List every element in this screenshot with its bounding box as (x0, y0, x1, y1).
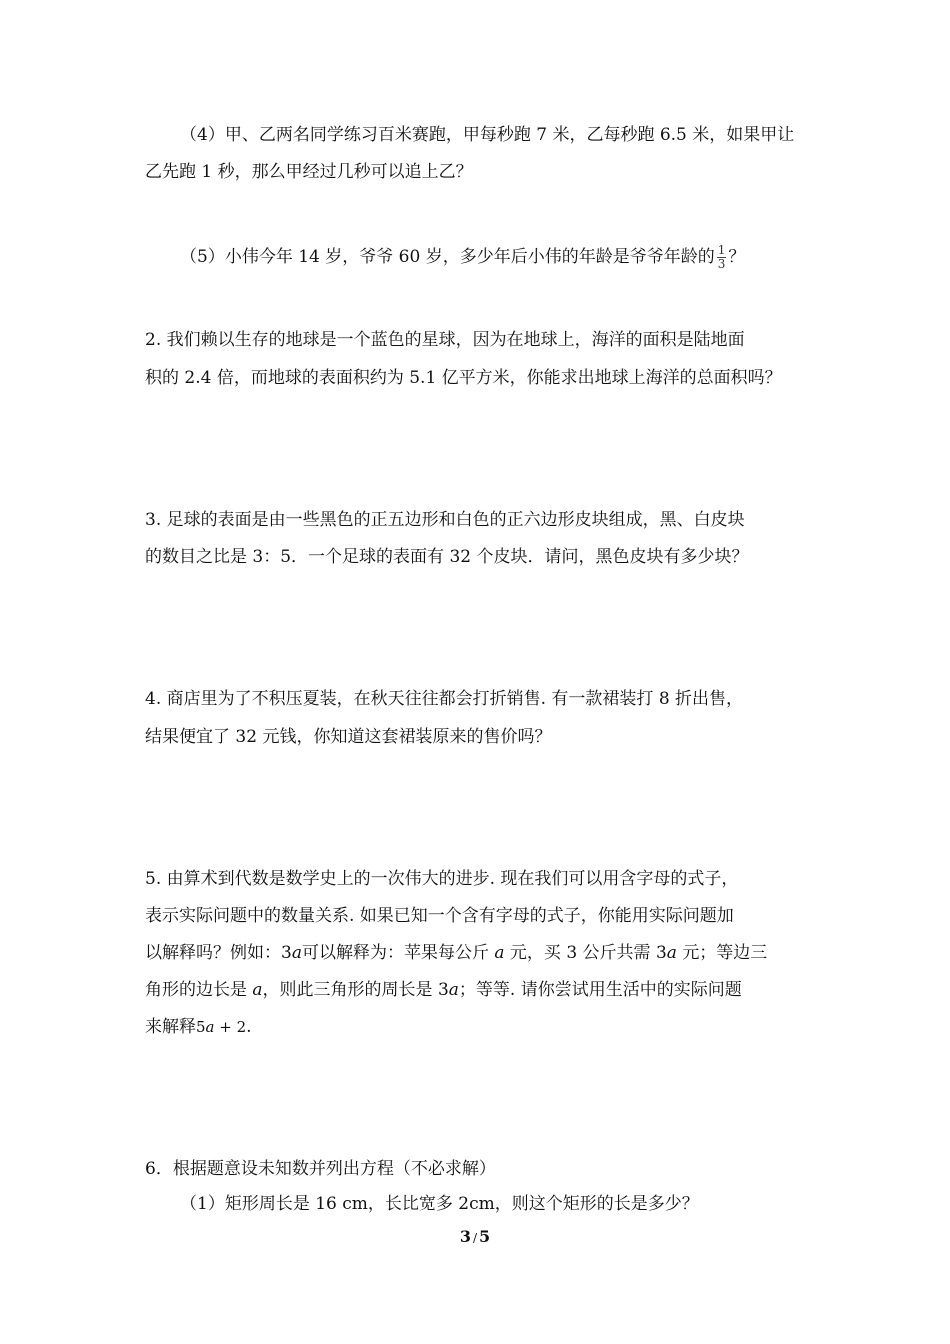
current-page: 3 (459, 1227, 471, 1246)
page-number (0, 1227, 950, 1246)
problem-5-line-5 (145, 1015, 252, 1039)
variable-a: a (252, 980, 263, 1000)
expr-coefficient: 5 (196, 1018, 206, 1036)
problem-5-line-4 (145, 978, 742, 1002)
problem-5-line-2: 表示实际问题中的数量关系. 如果已知一个含有字母的式子，你能用实际问题加 (145, 906, 734, 926)
problem-5-line-3 (145, 941, 767, 965)
fraction-numerator: 1 (717, 243, 726, 257)
total-pages: 5 (479, 1227, 491, 1246)
text-segment: ，则此三角形的周长是 3 (262, 980, 449, 1000)
problem-4-line-2: 结果便宜了 32 元钱，你知道这套裙装原来的售价吗？ (145, 727, 552, 747)
problem-1-4-line-2: 乙先跑 1 秒，那么甲经过几秒可以追上乙？ (145, 162, 473, 182)
text-segment: 元，买 3 公斤共需 3 (509, 943, 667, 963)
variable-a: a (205, 1018, 215, 1036)
variable-a: a (291, 943, 302, 963)
problem-2-line-1: 2. 我们赖以生存的地球是一个蓝色的星球，因为在地球上，海洋的面积是陆地面 (145, 330, 745, 350)
problem-1-4-line-1: （4）甲、乙两名同学练习百米赛跑，甲每秒跑 7 米，乙每秒跑 6.5 米，如果甲让 (180, 125, 795, 145)
problem-5-line-1: 5. 由算术到代数是数学史上的一次伟大的进步. 现在我们可以用含字母的式子， (145, 869, 739, 889)
text-segment: ；等等. 请你尝试用生活中的实际问题 (458, 980, 742, 1000)
problem-1-5-text: （5）小伟今年 14 岁，爷爷 60 岁，多少年后小伟的年龄是爷爷年龄的 (180, 247, 715, 267)
variable-a: a (494, 943, 505, 963)
problem-4-line-1: 4. 商店里为了不积压夏装，在秋天往往都会打折销售. 有一款裙装打 8 折出售， (145, 689, 744, 709)
problem-1-5 (180, 244, 745, 271)
problem-6-header: 6．根据题意设未知数并列出方程（不必求解） (145, 1159, 496, 1179)
problem-3-line-2: 的数目之比是 3：5．一个足球的表面有 32 个皮块．请问，黑色皮块有多少块？ (145, 547, 749, 567)
text-segment: 可以解释为：苹果每公斤 (301, 943, 489, 963)
text-segment: . (246, 1017, 252, 1037)
problem-6-sub-1: （1）矩形周长是 16 cm，长比宽多 2cm，则这个矩形的长是多少？ (180, 1194, 699, 1214)
expression-5a-plus-2 (196, 1018, 246, 1036)
text-segment: 元；等边三 (682, 943, 768, 963)
text-segment: 来解释 (145, 1017, 196, 1037)
fraction-one-third (717, 244, 727, 271)
text-segment: 以解释吗？例如：3 (145, 943, 292, 963)
problem-2-line-2: 积的 2.4 倍，而地球的表面积约为 5.1 亿平方米，你能求出地球上海洋的总面积吗？ (145, 368, 782, 388)
expr-rest: + 2 (214, 1018, 247, 1036)
page-separator: / (472, 1231, 478, 1245)
problem-3-line-1: 3. 足球的表面是由一些黑色的正五边形和白色的正六边形皮块组成，黑、白皮块 (145, 510, 745, 530)
problem-1-5-end: ？ (728, 247, 746, 267)
fraction-denominator: 3 (717, 257, 726, 271)
variable-a: a (666, 943, 677, 963)
text-segment: 角形的边长是 (145, 980, 247, 1000)
variable-a: a (448, 980, 459, 1000)
